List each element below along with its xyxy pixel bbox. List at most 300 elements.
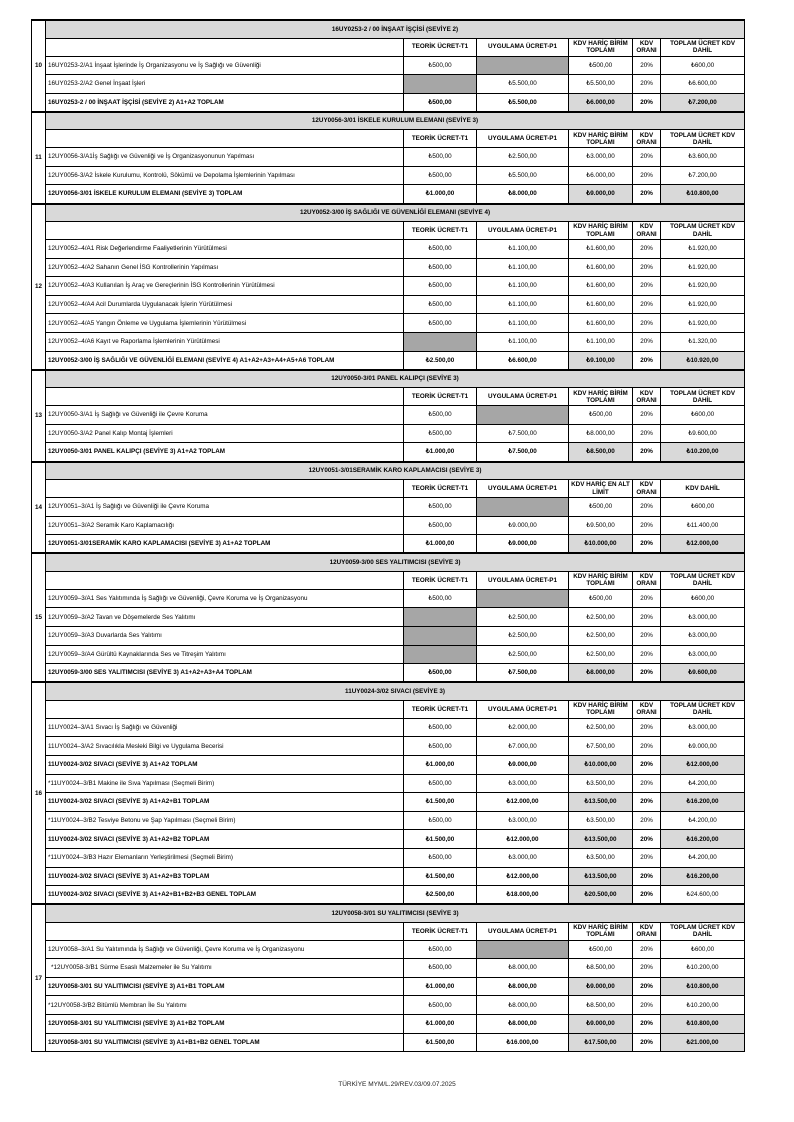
unit-label: *11UY0024–3/B1 Makine ile Sıva Yapılması (Seçmeli Birim)	[46, 774, 404, 793]
header-kdv-haric: KDV HARİÇ BİRİM TOPLAMI	[569, 571, 633, 589]
unit-label: 12UY0056-3/01 İSKELE KURULUM ELEMANI (SEVİYE 3) TOPLAM	[46, 185, 404, 204]
kdv-dahil-total: ₺3.000,00	[661, 718, 745, 737]
uygulama-fee: ₺18.000,00	[477, 886, 569, 905]
teorik-fee	[404, 626, 477, 645]
uygulama-fee: ₺8.000,00	[477, 185, 569, 204]
header-blank	[46, 130, 404, 148]
unit-label: 12UY0050-3/01 PANEL KALIPÇI (SEVİYE 3) A1+A2 TOPLAM	[46, 443, 404, 462]
unit-label: 11UY0024-3/02 SIVACI (SEVİYE 3) A1+A2+B3 TOPLAM	[46, 867, 404, 886]
total-row	[32, 830, 745, 849]
header-toplam-kdv: TOPLAM ÜCRET KDV DAHİL	[661, 388, 745, 406]
header-toplam-kdv: TOPLAM ÜCRET KDV DAHİL	[661, 571, 745, 589]
section-title-row	[32, 904, 745, 922]
section-title-row	[32, 20, 745, 38]
kdv-haric-total: ₺1.600,00	[569, 240, 633, 259]
teorik-fee: ₺500,00	[404, 848, 477, 867]
unit-label: 12UY0059–3/A1 Ses Yalıtımında İş Sağlığı ve Güvenliği, Çevre Koruma ve İş Organizasyonu	[46, 589, 404, 608]
uygulama-fee: ₺2.500,00	[477, 148, 569, 167]
kdv-haric-total: ₺1.600,00	[569, 314, 633, 333]
kdv-dahil-total: ₺3.000,00	[661, 608, 745, 627]
unit-label: 12UY0058-3/01 SU YALITIMCISI (SEVİYE 3) A1+B2 TOPLAM	[46, 1015, 404, 1034]
teorik-fee: ₺1.000,00	[404, 1015, 477, 1034]
kdv-rate: 20%	[633, 443, 661, 462]
kdv-rate: 20%	[633, 277, 661, 296]
total-row	[32, 664, 745, 683]
section-title-row	[32, 204, 745, 222]
kdv-dahil-total: ₺16.200,00	[661, 830, 745, 849]
kdv-haric-total: ₺2.500,00	[569, 645, 633, 664]
uygulama-fee	[477, 940, 569, 959]
unit-row	[32, 774, 745, 793]
section-title: 12UY0056-3/01 İSKELE KURULUM ELEMANI (SEVİYE 3)	[46, 112, 745, 130]
kdv-rate: 20%	[633, 166, 661, 185]
teorik-fee: ₺2.500,00	[404, 886, 477, 905]
section-number: 11	[32, 112, 46, 204]
kdv-haric-total: ₺3.000,00	[569, 148, 633, 167]
unit-label: 12UY0051-3/01SERAMİK KARO KAPLAMACISI (SEVİYE 3) A1+A2 TOPLAM	[46, 535, 404, 554]
column-header-row	[32, 700, 745, 718]
kdv-haric-total: ₺9.500,00	[569, 516, 633, 535]
kdv-rate: 20%	[633, 295, 661, 314]
unit-row	[32, 406, 745, 425]
kdv-rate: 20%	[633, 516, 661, 535]
header-blank	[46, 922, 404, 940]
column-header-row	[32, 480, 745, 498]
header-teorik: TEORİK ÜCRET-T1	[404, 922, 477, 940]
uygulama-fee: ₺1.100,00	[477, 295, 569, 314]
header-kdv-orani: KDV ORANI	[633, 38, 661, 56]
kdv-rate: 20%	[633, 406, 661, 425]
unit-label: 12UY0058-3/01 SU YALITIMCISI (SEVİYE 3) A1+B1 TOPLAM	[46, 977, 404, 996]
teorik-fee: ₺500,00	[404, 148, 477, 167]
section-title-row	[32, 370, 745, 388]
kdv-haric-total: ₺8.000,00	[569, 664, 633, 683]
header-kdv-orani: KDV ORANI	[633, 222, 661, 240]
unit-label: 12UY0052–4/A1 Risk Değerlendirme Faaliyetlerinin Yürütülmesi	[46, 240, 404, 259]
kdv-rate: 20%	[633, 1015, 661, 1034]
section-number: 15	[32, 553, 46, 682]
unit-label: 11UY0024-3/02 SIVACI (SEVİYE 3) A1+A2 TOPLAM	[46, 755, 404, 774]
column-header-row	[32, 388, 745, 406]
teorik-fee: ₺1.500,00	[404, 1033, 477, 1052]
unit-row	[32, 240, 745, 259]
kdv-dahil-total: ₺10.800,00	[661, 1015, 745, 1034]
header-blank	[46, 388, 404, 406]
teorik-fee: ₺500,00	[404, 166, 477, 185]
uygulama-fee: ₺5.500,00	[477, 75, 569, 94]
kdv-rate: 20%	[633, 996, 661, 1015]
section-title: 12UY0050-3/01 PANEL KALIPÇI (SEVİYE 3)	[46, 370, 745, 388]
kdv-dahil-total: ₺1.920,00	[661, 314, 745, 333]
unit-row	[32, 424, 745, 443]
section-title: 16UY0253-2 / 00 İNŞAAT İŞÇİSİ (SEVİYE 2)	[46, 20, 745, 38]
uygulama-fee: ₺1.100,00	[477, 240, 569, 259]
kdv-haric-total: ₺9.000,00	[569, 185, 633, 204]
kdv-dahil-total: ₺10.200,00	[661, 959, 745, 978]
teorik-fee: ₺500,00	[404, 93, 477, 112]
unit-row	[32, 148, 745, 167]
kdv-rate: 20%	[633, 737, 661, 756]
kdv-rate: 20%	[633, 498, 661, 517]
uygulama-fee: ₺1.100,00	[477, 258, 569, 277]
kdv-haric-total: ₺3.500,00	[569, 811, 633, 830]
unit-label: 11UY0024–3/A2 Sıvacılıkla Mesleki Bilgi ve Uygulama Becerisi	[46, 737, 404, 756]
kdv-haric-total: ₺500,00	[569, 589, 633, 608]
kdv-rate: 20%	[633, 977, 661, 996]
teorik-fee: ₺500,00	[404, 498, 477, 517]
kdv-haric-total: ₺3.500,00	[569, 848, 633, 867]
unit-label: 12UY0052–4/A2 Sahanın Genel İSG Kontrollerinin Yapılması	[46, 258, 404, 277]
teorik-fee: ₺500,00	[404, 774, 477, 793]
unit-label: 12UY0050-3/A1 İş Sağlığı ve Güvenliği ile Çevre Koruma	[46, 406, 404, 425]
uygulama-fee: ₺2.000,00	[477, 718, 569, 737]
unit-label: 11UY0024-3/02 SIVACI (SEVİYE 3) A1+A2+B1+B2+B3 GENEL TOPLAM	[46, 886, 404, 905]
header-kdv-orani: KDV ORANI	[633, 571, 661, 589]
kdv-dahil-total: ₺3.000,00	[661, 645, 745, 664]
fee-table	[31, 19, 745, 1052]
kdv-rate: 20%	[633, 608, 661, 627]
unit-label: 12UY0056-3/A1İş Sağlığı ve Güvenliği ve İş Organizasyonunun Yapılması	[46, 148, 404, 167]
kdv-rate: 20%	[633, 424, 661, 443]
header-teorik: TEORİK ÜCRET-T1	[404, 222, 477, 240]
teorik-fee	[404, 608, 477, 627]
kdv-dahil-total: ₺10.200,00	[661, 443, 745, 462]
header-teorik: TEORİK ÜCRET-T1	[404, 571, 477, 589]
header-kdv-haric: KDV HARİÇ BİRİM TOPLAMI	[569, 38, 633, 56]
uygulama-fee	[477, 56, 569, 75]
section-number: 16	[32, 682, 46, 904]
unit-label: 12UY0051–3/A1 İş Sağlığı ve Güvenliği ile Çevre Koruma	[46, 498, 404, 517]
uygulama-fee: ₺9.000,00	[477, 755, 569, 774]
unit-label: *12UY0058-3/B2 Bitümlü Membran İle Su Yalıtımı	[46, 996, 404, 1015]
teorik-fee: ₺500,00	[404, 664, 477, 683]
unit-row	[32, 718, 745, 737]
kdv-dahil-total: ₺1.920,00	[661, 258, 745, 277]
footer-revision: TÜRKİYE MYM/L.29/REV.03/09.07.2025	[338, 1081, 456, 1088]
uygulama-fee: ₺5.500,00	[477, 166, 569, 185]
kdv-rate: 20%	[633, 1033, 661, 1052]
kdv-haric-total: ₺1.100,00	[569, 333, 633, 352]
kdv-haric-total: ₺500,00	[569, 498, 633, 517]
header-kdv-haric: KDV HARİÇ EN ALT LİMİT	[569, 480, 633, 498]
header-teorik: TEORİK ÜCRET-T1	[404, 130, 477, 148]
header-uygulama: UYGULAMA ÜCRET-P1	[477, 922, 569, 940]
uygulama-fee: ₺8.000,00	[477, 959, 569, 978]
section-number: 12	[32, 204, 46, 370]
unit-row	[32, 295, 745, 314]
kdv-haric-total: ₺20.500,00	[569, 886, 633, 905]
uygulama-fee: ₺1.100,00	[477, 314, 569, 333]
header-toplam-kdv: TOPLAM ÜCRET KDV DAHİL	[661, 38, 745, 56]
teorik-fee: ₺1.500,00	[404, 867, 477, 886]
unit-row	[32, 626, 745, 645]
uygulama-fee: ₺3.000,00	[477, 811, 569, 830]
header-kdv-orani: KDV ORANI	[633, 388, 661, 406]
kdv-rate: 20%	[633, 774, 661, 793]
unit-label: 12UY0058–3/A1 Su Yalıtımında İş Sağlığı ve Güvenliği, Çevre Koruma ve İş Organizasyonu	[46, 940, 404, 959]
teorik-fee: ₺500,00	[404, 718, 477, 737]
kdv-haric-total: ₺13.500,00	[569, 830, 633, 849]
teorik-fee: ₺500,00	[404, 295, 477, 314]
unit-row	[32, 645, 745, 664]
kdv-dahil-total: ₺9.600,00	[661, 424, 745, 443]
kdv-dahil-total: ₺1.920,00	[661, 295, 745, 314]
uygulama-fee: ₺7.500,00	[477, 424, 569, 443]
header-uygulama: UYGULAMA ÜCRET-P1	[477, 480, 569, 498]
kdv-dahil-total: ₺10.200,00	[661, 996, 745, 1015]
uygulama-fee: ₺8.000,00	[477, 977, 569, 996]
kdv-dahil-total: ₺600,00	[661, 406, 745, 425]
header-blank	[46, 38, 404, 56]
unit-row	[32, 940, 745, 959]
kdv-rate: 20%	[633, 93, 661, 112]
header-teorik: TEORİK ÜCRET-T1	[404, 388, 477, 406]
unit-label: *11UY0024–3/B2 Tesviye Betonu ve Şap Yapılması (Seçmeli Birim)	[46, 811, 404, 830]
teorik-fee: ₺500,00	[404, 516, 477, 535]
header-toplam-kdv: KDV DAHİL	[661, 480, 745, 498]
header-uygulama: UYGULAMA ÜCRET-P1	[477, 700, 569, 718]
unit-label: 12UY0058-3/01 SU YALITIMCISI (SEVİYE 3) A1+B1+B2 GENEL TOPLAM	[46, 1033, 404, 1052]
kdv-rate: 20%	[633, 645, 661, 664]
section-title-row	[32, 682, 745, 700]
kdv-haric-total: ₺9.100,00	[569, 351, 633, 370]
kdv-haric-total: ₺13.500,00	[569, 867, 633, 886]
header-kdv-haric: KDV HARİÇ BİRİM TOPLAMI	[569, 700, 633, 718]
section-title: 11UY0024-3/02 SIVACI (SEVİYE 3)	[46, 682, 745, 700]
kdv-rate: 20%	[633, 664, 661, 683]
kdv-dahil-total: ₺16.200,00	[661, 793, 745, 812]
unit-row	[32, 56, 745, 75]
unit-label: 12UY0052-3/00 İŞ SAĞLIĞI VE GÜVENLİĞİ ELEMANI (SEVİYE 4) A1+A2+A3+A4+A5+A6 TOPLAM	[46, 351, 404, 370]
unit-row	[32, 498, 745, 517]
total-row	[32, 535, 745, 554]
kdv-dahil-total: ₺1.920,00	[661, 277, 745, 296]
column-header-row	[32, 922, 745, 940]
kdv-dahil-total: ₺6.600,00	[661, 75, 745, 94]
uygulama-fee: ₺1.100,00	[477, 333, 569, 352]
kdv-rate: 20%	[633, 148, 661, 167]
header-blank	[46, 480, 404, 498]
kdv-dahil-total: ₺9.600,00	[661, 664, 745, 683]
header-kdv-haric: KDV HARİÇ BİRİM TOPLAMI	[569, 222, 633, 240]
uygulama-fee	[477, 589, 569, 608]
header-toplam-kdv: TOPLAM ÜCRET KDV DAHİL	[661, 700, 745, 718]
header-kdv-orani: KDV ORANI	[633, 700, 661, 718]
kdv-rate: 20%	[633, 793, 661, 812]
kdv-rate: 20%	[633, 258, 661, 277]
uygulama-fee: ₺6.600,00	[477, 351, 569, 370]
kdv-haric-total: ₺10.000,00	[569, 535, 633, 554]
unit-row	[32, 166, 745, 185]
uygulama-fee: ₺7.500,00	[477, 664, 569, 683]
kdv-rate: 20%	[633, 959, 661, 978]
kdv-dahil-total: ₺600,00	[661, 589, 745, 608]
section-number: 13	[32, 370, 46, 462]
kdv-rate: 20%	[633, 333, 661, 352]
unit-row	[32, 848, 745, 867]
header-uygulama: UYGULAMA ÜCRET-P1	[477, 222, 569, 240]
section-number: 17	[32, 904, 46, 1052]
fee-document	[31, 19, 744, 1052]
teorik-fee: ₺500,00	[404, 589, 477, 608]
kdv-dahil-total: ₺12.000,00	[661, 755, 745, 774]
section-title: 12UY0052-3/00 İŞ SAĞLIĞI VE GÜVENLİĞİ ELEMANI (SEVİYE 4)	[46, 204, 745, 222]
kdv-rate: 20%	[633, 535, 661, 554]
unit-label: 12UY0052–4/A5 Yangın Önleme ve Uygulama İşlemlerinin Yürütülmesi	[46, 314, 404, 333]
unit-label: 12UY0052–4/A4 Acil Durumlarda Uygulanacak İşlerin Yürütülmesi	[46, 295, 404, 314]
kdv-haric-total: ₺2.500,00	[569, 626, 633, 645]
kdv-haric-total: ₺1.600,00	[569, 277, 633, 296]
uygulama-fee: ₺12.000,00	[477, 830, 569, 849]
teorik-fee: ₺500,00	[404, 996, 477, 1015]
teorik-fee: ₺500,00	[404, 314, 477, 333]
kdv-dahil-total: ₺21.000,00	[661, 1033, 745, 1052]
unit-label: 12UY0059–3/A3 Duvarlarda Ses Yalıtımı	[46, 626, 404, 645]
uygulama-fee: ₺7.500,00	[477, 443, 569, 462]
header-uygulama: UYGULAMA ÜCRET-P1	[477, 130, 569, 148]
kdv-rate: 20%	[633, 56, 661, 75]
header-teorik: TEORİK ÜCRET-T1	[404, 38, 477, 56]
teorik-fee: ₺2.500,00	[404, 351, 477, 370]
header-kdv-orani: KDV ORANI	[633, 922, 661, 940]
kdv-haric-total: ₺10.000,00	[569, 755, 633, 774]
section-title-row	[32, 553, 745, 571]
kdv-haric-total: ₺500,00	[569, 406, 633, 425]
unit-label: 12UY0051–3/A2 Seramik Karo Kaplamacılığı	[46, 516, 404, 535]
kdv-haric-total: ₺3.500,00	[569, 774, 633, 793]
unit-row	[32, 516, 745, 535]
unit-row	[32, 996, 745, 1015]
unit-label: 12UY0052–4/A3 Kullanılan İş Araç ve Gereçlerinin İSG Kontrollerinin Yürütülmesi	[46, 277, 404, 296]
uygulama-fee: ₺2.500,00	[477, 645, 569, 664]
unit-label: 11UY0024-3/02 SIVACI (SEVİYE 3) A1+A2+B2 TOPLAM	[46, 830, 404, 849]
header-kdv-orani: KDV ORANI	[633, 480, 661, 498]
kdv-haric-total: ₺500,00	[569, 56, 633, 75]
total-row	[32, 755, 745, 774]
unit-label: 12UY0059-3/00 SES YALITIMCISI (SEVİYE 3) A1+A2+A3+A4 TOPLAM	[46, 664, 404, 683]
teorik-fee: ₺1.500,00	[404, 793, 477, 812]
kdv-dahil-total: ₺600,00	[661, 940, 745, 959]
unit-row	[32, 333, 745, 352]
unit-label: 11UY0024–3/A1 Sıvacı İş Sağlığı ve Güvenliği	[46, 718, 404, 737]
kdv-haric-total: ₺1.600,00	[569, 258, 633, 277]
unit-label: 12UY0056-3/A2 İskele Kurulumu, Kontrolü, Sökümü ve Depolama İşlemlerinin Yapılması	[46, 166, 404, 185]
header-uygulama: UYGULAMA ÜCRET-P1	[477, 38, 569, 56]
section-title: 12UY0059-3/00 SES YALITIMCISI (SEVİYE 3)	[46, 553, 745, 571]
unit-row	[32, 258, 745, 277]
header-teorik: TEORİK ÜCRET-T1	[404, 480, 477, 498]
teorik-fee	[404, 645, 477, 664]
teorik-fee: ₺1.000,00	[404, 755, 477, 774]
total-row	[32, 977, 745, 996]
unit-label: *11UY0024–3/B3 Hazır Elemanların Yerleştirilmesi (Seçmeli Birim)	[46, 848, 404, 867]
header-uygulama: UYGULAMA ÜCRET-P1	[477, 571, 569, 589]
uygulama-fee: ₺2.500,00	[477, 608, 569, 627]
uygulama-fee: ₺16.000,00	[477, 1033, 569, 1052]
unit-row	[32, 589, 745, 608]
header-toplam-kdv: TOPLAM ÜCRET KDV DAHİL	[661, 922, 745, 940]
header-blank	[46, 222, 404, 240]
kdv-rate: 20%	[633, 811, 661, 830]
unit-label: 16UY0253-2/A1 İnşaat İşlerinde İş Organizasyonu ve İş Sağlığı ve Güvenliği	[46, 56, 404, 75]
teorik-fee: ₺500,00	[404, 56, 477, 75]
kdv-haric-total: ₺1.600,00	[569, 295, 633, 314]
section-title: 12UY0058-3/01 SU YALITIMCISI (SEVİYE 3)	[46, 904, 745, 922]
section-title: 12UY0051-3/01SERAMİK KARO KAPLAMACISI (SEVİYE 3)	[46, 462, 745, 480]
kdv-haric-total: ₺8.000,00	[569, 424, 633, 443]
unit-label: 12UY0050-3/A2 Panel Kalıp Montaj İşlemleri	[46, 424, 404, 443]
kdv-haric-total: ₺9.000,00	[569, 1015, 633, 1034]
kdv-haric-total: ₺8.500,00	[569, 959, 633, 978]
kdv-dahil-total: ₺4.200,00	[661, 774, 745, 793]
header-uygulama: UYGULAMA ÜCRET-P1	[477, 388, 569, 406]
uygulama-fee: ₺12.000,00	[477, 793, 569, 812]
teorik-fee: ₺500,00	[404, 737, 477, 756]
teorik-fee: ₺500,00	[404, 406, 477, 425]
section-title-row	[32, 112, 745, 130]
teorik-fee: ₺1.000,00	[404, 185, 477, 204]
kdv-rate: 20%	[633, 589, 661, 608]
uygulama-fee: ₺12.000,00	[477, 867, 569, 886]
kdv-haric-total: ₺13.500,00	[569, 793, 633, 812]
kdv-haric-total: ₺8.500,00	[569, 996, 633, 1015]
kdv-haric-total: ₺2.500,00	[569, 608, 633, 627]
kdv-dahil-total: ₺600,00	[661, 498, 745, 517]
teorik-fee: ₺500,00	[404, 277, 477, 296]
kdv-dahil-total: ₺12.000,00	[661, 535, 745, 554]
kdv-rate: 20%	[633, 755, 661, 774]
header-kdv-haric: KDV HARİÇ BİRİM TOPLAMI	[569, 130, 633, 148]
header-toplam-kdv: TOPLAM ÜCRET KDV DAHİL	[661, 130, 745, 148]
unit-label: 16UY0253-2/A2 Genel İnşaat İşleri	[46, 75, 404, 94]
kdv-rate: 20%	[633, 240, 661, 259]
kdv-haric-total: ₺500,00	[569, 940, 633, 959]
uygulama-fee: ₺7.000,00	[477, 737, 569, 756]
uygulama-fee: ₺8.000,00	[477, 996, 569, 1015]
unit-row	[32, 608, 745, 627]
teorik-fee: ₺1.000,00	[404, 443, 477, 462]
kdv-rate: 20%	[633, 185, 661, 204]
unit-row	[32, 75, 745, 94]
unit-row	[32, 314, 745, 333]
kdv-rate: 20%	[633, 940, 661, 959]
unit-label: 12UY0052–4/A6 Kayıt ve Raporlama İşlemlerinin Yürütülmesi	[46, 333, 404, 352]
kdv-rate: 20%	[633, 867, 661, 886]
kdv-haric-total: ₺8.500,00	[569, 443, 633, 462]
kdv-haric-total: ₺9.000,00	[569, 977, 633, 996]
column-header-row	[32, 38, 745, 56]
kdv-dahil-total: ₺10.920,00	[661, 351, 745, 370]
uygulama-fee: ₺2.500,00	[477, 626, 569, 645]
column-header-row	[32, 222, 745, 240]
teorik-fee: ₺500,00	[404, 940, 477, 959]
column-header-row	[32, 130, 745, 148]
kdv-dahil-total: ₺3.600,00	[661, 148, 745, 167]
section-number: 10	[32, 20, 46, 112]
kdv-dahil-total: ₺11.400,00	[661, 516, 745, 535]
kdv-dahil-total: ₺10.800,00	[661, 185, 745, 204]
unit-label: *12UY0058-3/B1 Sürme Esaslı Malzemeler ile Su Yalıtımı	[46, 959, 404, 978]
teorik-fee: ₺500,00	[404, 240, 477, 259]
kdv-dahil-total: ₺10.800,00	[661, 977, 745, 996]
kdv-dahil-total: ₺4.200,00	[661, 848, 745, 867]
teorik-fee: ₺1.500,00	[404, 830, 477, 849]
kdv-haric-total: ₺5.500,00	[569, 75, 633, 94]
total-row	[32, 1015, 745, 1034]
kdv-dahil-total: ₺7.200,00	[661, 93, 745, 112]
header-blank	[46, 571, 404, 589]
uygulama-fee: ₺8.000,00	[477, 1015, 569, 1034]
